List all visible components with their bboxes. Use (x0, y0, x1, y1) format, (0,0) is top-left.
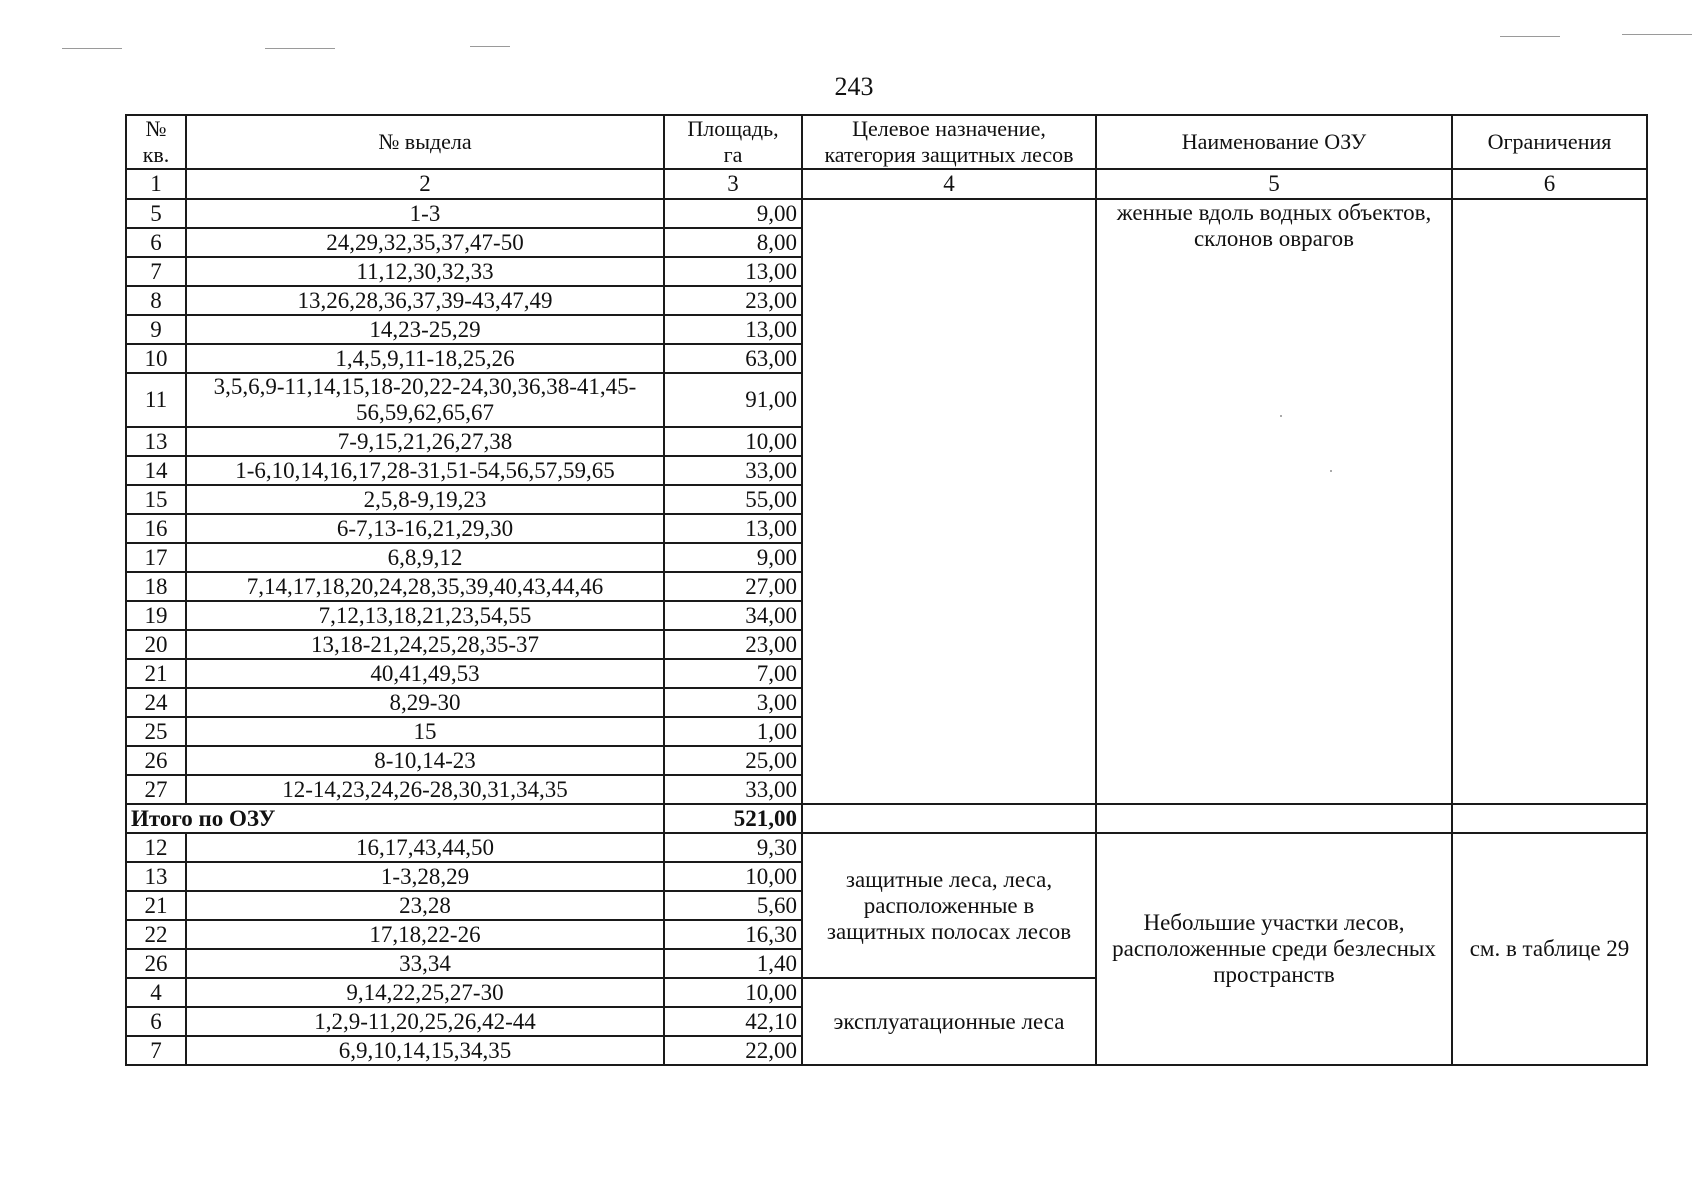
purpose-cell-empty (802, 199, 1096, 804)
vydel-cell: 13,18-21,24,25,28,35-37 (186, 630, 664, 659)
total-empty-cell (1452, 804, 1647, 833)
area-cell: 34,00 (664, 601, 802, 630)
kv-cell: 15 (126, 485, 186, 514)
vydel-cell: 9,14,22,25,27-30 (186, 978, 664, 1007)
ozu-name-cell: женные вдоль водных объектов, склонов оврагов (1096, 199, 1452, 804)
header-ozu-name: Наименование ОЗУ (1096, 115, 1452, 169)
scan-artifact-line (1622, 34, 1692, 35)
vydel-cell: 8-10,14-23 (186, 746, 664, 775)
vydel-cell: 7,12,13,18,21,23,54,55 (186, 601, 664, 630)
kv-cell: 26 (126, 746, 186, 775)
vydel-cell: 16,17,43,44,50 (186, 833, 664, 862)
area-cell: 25,00 (664, 746, 802, 775)
vydel-cell: 1-6,10,14,16,17,28-31,51-54,56,57,59,65 (186, 456, 664, 485)
kv-cell: 14 (126, 456, 186, 485)
header-restrictions: Ограничения (1452, 115, 1647, 169)
table-row (126, 833, 1647, 862)
area-cell: 13,00 (664, 514, 802, 543)
kv-cell: 7 (126, 257, 186, 286)
column-number: 5 (1096, 169, 1452, 199)
vydel-cell: 1-3 (186, 199, 664, 228)
area-cell: 22,00 (664, 1036, 802, 1065)
table-row (126, 199, 1647, 228)
total-empty-cell (802, 804, 1096, 833)
area-cell: 9,00 (664, 543, 802, 572)
kv-cell: 18 (126, 572, 186, 601)
kv-cell: 9 (126, 315, 186, 344)
area-cell: 10,00 (664, 427, 802, 456)
scan-artifact-line (470, 46, 510, 47)
scan-artifact-line (62, 48, 122, 49)
area-cell: 33,00 (664, 456, 802, 485)
header-purpose: Целевое назначение, категория защитных лесов (802, 115, 1096, 169)
vydel-cell: 40,41,49,53 (186, 659, 664, 688)
column-number: 2 (186, 169, 664, 199)
area-cell: 1,40 (664, 949, 802, 978)
kv-cell: 24 (126, 688, 186, 717)
vydel-cell: 13,26,28,36,37,39-43,47,49 (186, 286, 664, 315)
header-kv: № кв. (126, 115, 186, 169)
vydel-cell: 17,18,22-26 (186, 920, 664, 949)
vydel-cell: 23,28 (186, 891, 664, 920)
area-cell: 9,30 (664, 833, 802, 862)
restrictions-cell-empty (1452, 199, 1647, 804)
vydel-cell: 7-9,15,21,26,27,38 (186, 427, 664, 456)
area-cell: 27,00 (664, 572, 802, 601)
ozu-name-cell: Небольшие участки лесов, расположенные среди безлесных пространств (1096, 833, 1452, 1065)
kv-cell: 22 (126, 920, 186, 949)
purpose-cell: защитные леса, леса, расположенные в защитных полосах лесов (802, 833, 1096, 978)
total-area: 521,00 (664, 804, 802, 833)
kv-cell: 12 (126, 833, 186, 862)
area-cell: 42,10 (664, 1007, 802, 1036)
vydel-cell: 2,5,8-9,19,23 (186, 485, 664, 514)
area-cell: 10,00 (664, 978, 802, 1007)
kv-cell: 5 (126, 199, 186, 228)
kv-cell: 25 (126, 717, 186, 746)
vydel-cell: 24,29,32,35,37,47-50 (186, 228, 664, 257)
area-cell: 13,00 (664, 315, 802, 344)
kv-cell: 16 (126, 514, 186, 543)
vydel-cell: 14,23-25,29 (186, 315, 664, 344)
vydel-cell: 8,29-30 (186, 688, 664, 717)
purpose-cell: эксплуатационные леса (802, 978, 1096, 1065)
total-empty-cell (1096, 804, 1452, 833)
column-number: 6 (1452, 169, 1647, 199)
area-cell: 9,00 (664, 199, 802, 228)
column-number-row (126, 169, 1647, 199)
header-area: Площадь, га (664, 115, 802, 169)
vydel-cell: 11,12,30,32,33 (186, 257, 664, 286)
kv-cell: 13 (126, 862, 186, 891)
area-cell: 23,00 (664, 286, 802, 315)
vydel-cell: 12-14,23,24,26-28,30,31,34,35 (186, 775, 664, 804)
header-row (126, 115, 1647, 169)
kv-cell: 19 (126, 601, 186, 630)
vydel-cell: 1-3,28,29 (186, 862, 664, 891)
kv-cell: 27 (126, 775, 186, 804)
vydel-cell: 6,8,9,12 (186, 543, 664, 572)
scan-artifact-line (1500, 36, 1560, 37)
kv-cell: 6 (126, 228, 186, 257)
total-label: Итого по ОЗУ (126, 804, 664, 833)
page-number: 243 (834, 72, 874, 101)
column-number: 4 (802, 169, 1096, 199)
area-cell: 10,00 (664, 862, 802, 891)
kv-cell: 13 (126, 427, 186, 456)
kv-cell: 21 (126, 891, 186, 920)
column-number: 3 (664, 169, 802, 199)
area-cell: 33,00 (664, 775, 802, 804)
area-cell: 5,60 (664, 891, 802, 920)
kv-cell: 8 (126, 286, 186, 315)
vydel-cell: 33,34 (186, 949, 664, 978)
area-cell: 91,00 (664, 373, 802, 427)
vydel-cell: 1,4,5,9,11-18,25,26 (186, 344, 664, 373)
kv-cell: 10 (126, 344, 186, 373)
ozu-table (125, 114, 1648, 1066)
column-number: 1 (126, 169, 186, 199)
area-cell: 13,00 (664, 257, 802, 286)
kv-cell: 11 (126, 373, 186, 427)
kv-cell: 17 (126, 543, 186, 572)
vydel-cell: 15 (186, 717, 664, 746)
area-cell: 63,00 (664, 344, 802, 373)
restrictions-cell: см. в таблице 29 (1452, 833, 1647, 1065)
scan-artifact-line (265, 48, 335, 49)
kv-cell: 20 (126, 630, 186, 659)
area-cell: 7,00 (664, 659, 802, 688)
area-cell: 23,00 (664, 630, 802, 659)
vydel-cell: 3,5,6,9-11,14,15,18-20,22-24,30,36,38-41,45-56,59,62,65,67 (186, 373, 664, 427)
total-row (126, 804, 1647, 833)
vydel-cell: 1,2,9-11,20,25,26,42-44 (186, 1007, 664, 1036)
area-cell: 3,00 (664, 688, 802, 717)
kv-cell: 7 (126, 1036, 186, 1065)
area-cell: 55,00 (664, 485, 802, 514)
header-vydel: № выдела (186, 115, 664, 169)
kv-cell: 21 (126, 659, 186, 688)
area-cell: 16,30 (664, 920, 802, 949)
vydel-cell: 6-7,13-16,21,29,30 (186, 514, 664, 543)
area-cell: 8,00 (664, 228, 802, 257)
vydel-cell: 7,14,17,18,20,24,28,35,39,40,43,44,46 (186, 572, 664, 601)
area-cell: 1,00 (664, 717, 802, 746)
vydel-cell: 6,9,10,14,15,34,35 (186, 1036, 664, 1065)
kv-cell: 4 (126, 978, 186, 1007)
kv-cell: 26 (126, 949, 186, 978)
kv-cell: 6 (126, 1007, 186, 1036)
